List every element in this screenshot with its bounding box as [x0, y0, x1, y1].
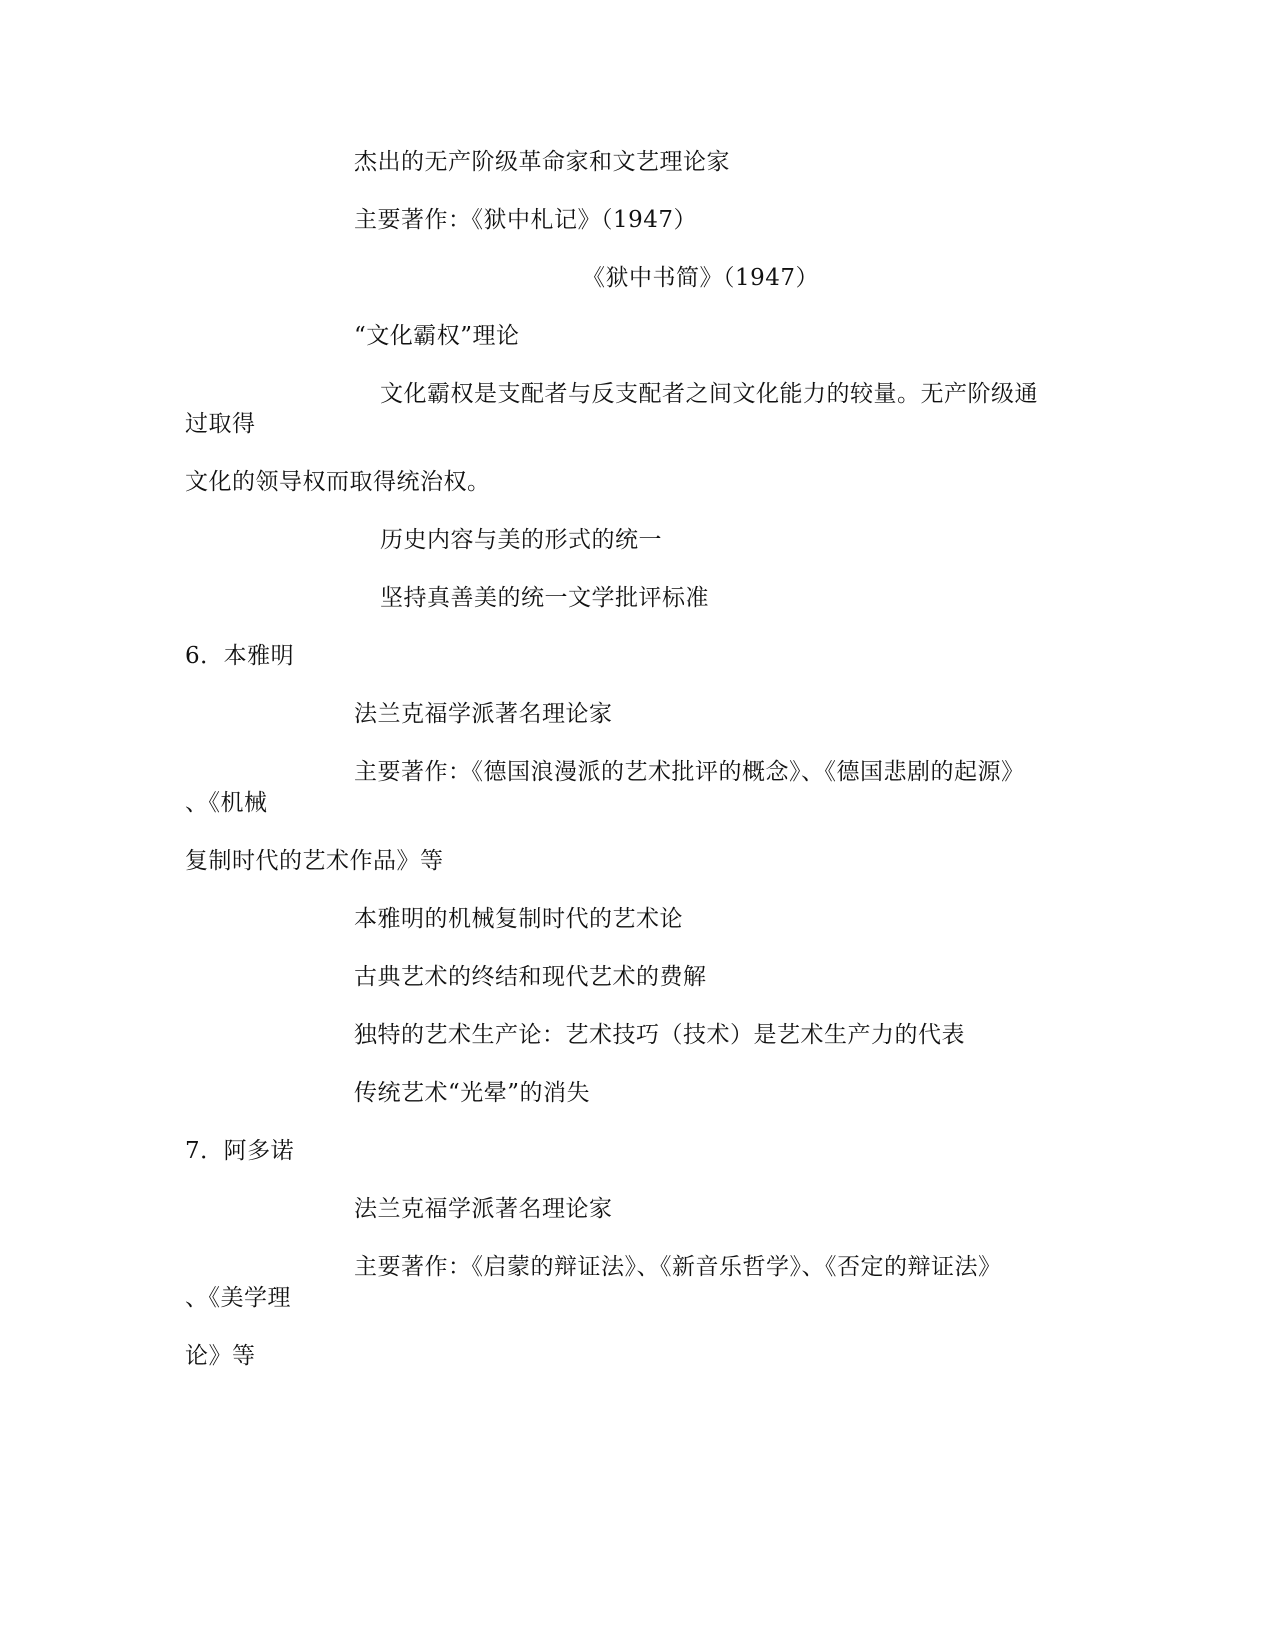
- text-line: 《狱中书简》（1947）: [582, 265, 820, 291]
- text-line: 本雅明的机械复制时代的艺术论: [354, 906, 683, 932]
- text-line: 论》等: [185, 1343, 256, 1369]
- text-line: 主要著作：《德国浪漫派的艺术批评的概念》、《德国悲剧的起源》: [354, 759, 1025, 785]
- text-line: 、《机械: [185, 790, 268, 816]
- text-line: 过取得: [185, 411, 256, 437]
- text-line: 传统艺术“光晕”的消失: [354, 1080, 591, 1106]
- text-line: 主要著作：《狱中札记》（1947）: [354, 207, 698, 233]
- text-line: 古典艺术的终结和现代艺术的费解: [354, 964, 707, 990]
- text-line: 文化的领导权而取得统治权。: [185, 469, 491, 495]
- text-line: 独特的艺术生产论：艺术技巧（技术）是艺术生产力的代表: [354, 1022, 965, 1048]
- text-line: 法兰克福学派著名理论家: [354, 701, 613, 727]
- text-line: 复制时代的艺术作品》等: [185, 848, 444, 874]
- text-line: 、《美学理: [185, 1285, 291, 1311]
- text-line: 历史内容与美的形式的统一: [380, 527, 662, 553]
- section-heading: “文化霸权”理论: [354, 323, 520, 349]
- text-line: 主要著作：《启蒙的辩证法》、《新音乐哲学》、《否定的辩证法》: [354, 1254, 1002, 1280]
- text-line: 法兰克福学派著名理论家: [354, 1196, 613, 1222]
- text-line: 坚持真善美的统一文学批评标准: [380, 585, 709, 611]
- section-heading: 6．本雅明: [185, 643, 295, 669]
- section-heading: 7．阿多诺: [185, 1138, 295, 1164]
- text-line: 杰出的无产阶级革命家和文艺理论家: [354, 149, 730, 175]
- text-line: 文化霸权是支配者与反支配者之间文化能力的较量。无产阶级通: [380, 381, 1038, 407]
